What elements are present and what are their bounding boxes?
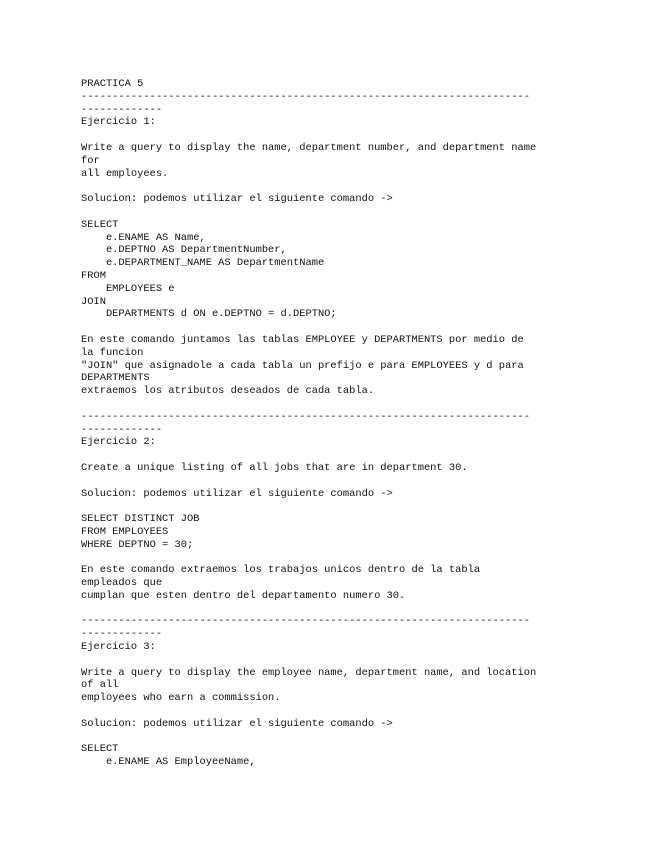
solution-intro: Solucion: podemos utilizar el siguiente comando -> (81, 487, 393, 500)
blank-line (81, 551, 581, 564)
text-line: SELECT (81, 218, 119, 231)
text-line: Write a query to display the name, department number, and department name (81, 141, 537, 154)
blank-line (81, 603, 581, 616)
separator-line: ------------------------------------------------------------------------ (81, 90, 530, 103)
document-text (81, 78, 581, 769)
separator-line: ------------- (81, 103, 163, 116)
text-line: empleados que (81, 577, 163, 590)
document-title: PRACTICA 5 (81, 78, 144, 90)
text-line: for (81, 154, 100, 167)
text-line: Write a query to display the employee name, department name, and location (81, 666, 537, 679)
text-line: FROM (81, 269, 106, 282)
blank-line (81, 705, 581, 718)
text-line: FROM EMPLOYEES (81, 525, 169, 538)
blank-line (81, 500, 581, 513)
text-line: Create a unique listing of all jobs that are in department 30. (81, 461, 468, 474)
blank-line (81, 321, 581, 334)
text-line: DEPARTMENTS (81, 372, 150, 385)
separator-line: ------------------------------------------------------------------------ (81, 410, 530, 423)
blank-line (81, 449, 581, 462)
text-line: "JOIN" que asignadole a cada tabla un prefijo e para EMPLOYEES y d para (81, 359, 524, 372)
text-line: EMPLOYEES e (81, 282, 175, 295)
text-line: cumplan que esten dentro del departamento numero 30. (81, 589, 406, 602)
separator-line: ------------- (81, 423, 163, 436)
blank-line (81, 731, 581, 744)
blank-line (81, 180, 581, 193)
blank-line (81, 654, 581, 667)
solution-intro: Solucion: podemos utilizar el siguiente comando -> (81, 193, 393, 206)
text-line: la funcion (81, 346, 144, 359)
text-line: DEPARTMENTS d ON e.DEPTNO = d.DEPTNO; (81, 308, 337, 321)
exercise-heading: Ejercicio 2: (81, 436, 156, 449)
blank-line (81, 129, 581, 142)
text-line: all employees. (81, 167, 169, 180)
separator-line: ------------------------------------------------------------------------ (81, 615, 530, 628)
text-line: of all (81, 679, 119, 692)
blank-line (81, 475, 581, 488)
text-line: En este comando juntamos las tablas EMPLOYEE y DEPARTMENTS por medio de (81, 333, 524, 346)
text-line: JOIN (81, 295, 106, 308)
separator-line: ------------- (81, 628, 163, 641)
text-line: SELECT (81, 743, 119, 756)
solution-intro: Solucion: podemos utilizar el siguiente comando -> (81, 717, 393, 730)
text-line: e.ENAME AS EmployeeName, (81, 756, 256, 769)
exercise-heading: Ejercicio 3: (81, 641, 156, 654)
blank-line (81, 206, 581, 219)
text-line: SELECT DISTINCT JOB (81, 513, 200, 526)
text-line: e.DEPARTMENT_NAME AS DepartmentName (81, 257, 325, 270)
blank-line (81, 398, 581, 411)
text-line: WHERE DEPTNO = 30; (81, 538, 194, 551)
text-line: extraemos los atributos deseados de cada tabla. (81, 385, 375, 398)
text-line: employees who earn a commission. (81, 692, 281, 705)
text-line: e.DEPTNO AS DepartmentNumber, (81, 244, 287, 257)
text-line: e.ENAME AS Name, (81, 231, 206, 244)
exercise-heading: Ejercicio 1: (81, 116, 156, 129)
text-line: En este comando extraemos los trabajos unicos dentro de la tabla (81, 564, 481, 577)
